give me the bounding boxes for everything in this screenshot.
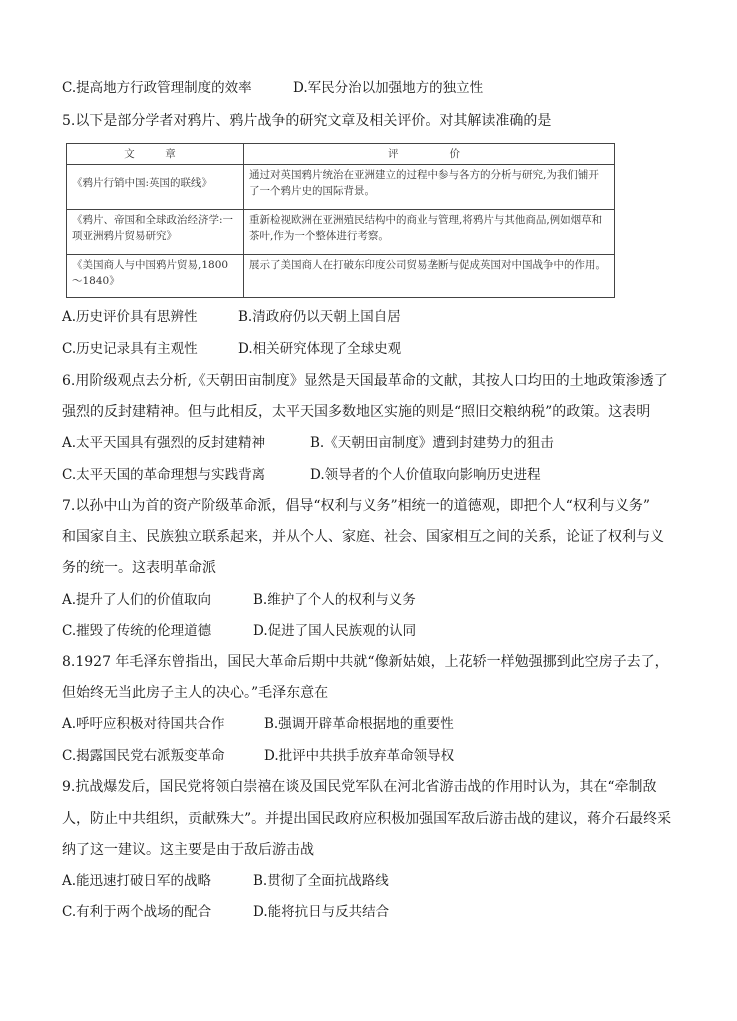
- q9-option-b: B.贯彻了全面抗战路线: [253, 873, 389, 889]
- q5-article-1: 《鸦片行销中国:英国的联线》: [67, 165, 244, 210]
- q5-header-article: 文 章: [67, 144, 244, 165]
- q9-option-a: A.能迅速打破日军的战略: [62, 873, 212, 889]
- q4-option-c: C.提高地方行政管理制度的效率: [62, 80, 252, 96]
- q8-option-d: D.批评中共拱手放弃革命领导权: [264, 748, 455, 764]
- q5-option-c: C.历史记录具有主观性: [62, 341, 198, 357]
- q5-table-header: [67, 144, 615, 165]
- q7-option-b: B.维护了个人的权利与义务: [253, 592, 416, 608]
- q5-option-a: A.历史评价具有思辨性: [62, 309, 198, 325]
- q6-option-b: B.《天朝田亩制度》遭到封建势力的狙击: [310, 435, 554, 451]
- q5-stem: 5.以下是部分学者对鸦片、鸦片战争的研究文章及相关评价。对其解读准确的是: [62, 113, 552, 129]
- q5-comment-3: 展示了美国商人在打破东印度公司贸易垄断与促成英国对中国战争中的作用。: [244, 255, 615, 298]
- q9-option-d: D.能将抗日与反共结合: [253, 904, 390, 920]
- q9-option-c: C.有利于两个战场的配合: [62, 904, 212, 920]
- q7-stem-line1: 7.以孙中山为首的资产阶级革命派，倡导“权利与义务”相统一的道德观，即把个人“权利与义务”: [62, 498, 650, 514]
- q5-comment-2: 重新检视欧洲在亚洲殖民结构中的商业与管理,将鸦片与其他商品,例如烟草和茶叶,作为一个整体进行考察。: [244, 210, 615, 255]
- q9-stem-line2: 人，防止中共组织，贡献殊大”。并提出国民政府应积极加强国军敌后游击战的建议，蒋介石最终采: [62, 811, 672, 827]
- q4-option-d: D.军民分治以加强地方的独立性: [293, 80, 484, 96]
- q5-comment-1: 通过对英国鸦片统治在亚洲建立的过程中参与各方的分析与研究,为我们铺开了一个鸦片史的国际背景。: [244, 165, 615, 210]
- q6-option-a: A.太平天国具有强烈的反封建精神: [62, 435, 266, 451]
- q5-article-3: 《美国商人与中国鸦片贸易,1800～1840》: [67, 255, 244, 298]
- q8-option-b: B.强调开辟革命根据地的重要性: [264, 716, 454, 732]
- q8-option-a: A.呼吁应积极对待国共合作: [62, 716, 225, 732]
- q5-header-comment: 评 价: [244, 144, 615, 165]
- q8-stem-line1: 8.1927 年毛泽东曾指出，国民大革命后期中共就“像新姑娘，上花轿一样勉强挪到此空房子去了，: [62, 654, 669, 670]
- q5-option-b: B.清政府仍以天朝上国自居: [238, 309, 401, 325]
- q6-option-d: D.领导者的个人价值取向影响历史进程: [310, 467, 541, 483]
- q9-stem-line1: 9.抗战爆发后，国民党将领白崇禧在谈及国民党军队在河北省游击战的作用时认为，其在“牵制敌: [62, 779, 657, 795]
- q6-option-c: C.太平天国的革命理想与实践背离: [62, 467, 266, 483]
- q7-stem-line3: 务的统一。这表明革命派: [62, 560, 216, 576]
- q6-stem-line1: 6.用阶级观点去分析,《天朝田亩制度》显然是天国最革命的文献，其按人口均田的土地政策渗透了: [62, 373, 668, 389]
- q5-option-d: D.相关研究体现了全球史观: [238, 341, 402, 357]
- q8-stem-line2: 但始终无当此房子主人的决心。”毛泽东意在: [62, 685, 329, 701]
- table-row: [67, 165, 615, 210]
- table-row: [67, 255, 615, 298]
- q5-table: [66, 143, 615, 298]
- table-row: [67, 210, 615, 255]
- q9-stem-line3: 纳了这一建议。这主要是由于敌后游击战: [62, 842, 314, 858]
- q7-stem-line2: 和国家自主、民族独立联系起来，并从个人、家庭、社会、国家相互之间的关系，论证了权利与义: [62, 529, 664, 545]
- q8-option-c: C.揭露国民党右派叛变革命: [62, 748, 225, 764]
- q5-article-2: 《鸦片、帝国和全球政治经济学:一项亚洲鸦片贸易研究》: [67, 210, 244, 255]
- q7-option-d: D.促进了国人民族观的认同: [253, 623, 417, 639]
- q7-option-a: A.提升了人们的价值取向: [62, 592, 212, 608]
- q6-stem-line2: 强烈的反封建精神。但与此相反，太平天国多数地区实施的则是“照旧交粮纳税”的政策。这表明: [62, 404, 651, 420]
- q7-option-c: C.摧毁了传统的伦理道德: [62, 623, 212, 639]
